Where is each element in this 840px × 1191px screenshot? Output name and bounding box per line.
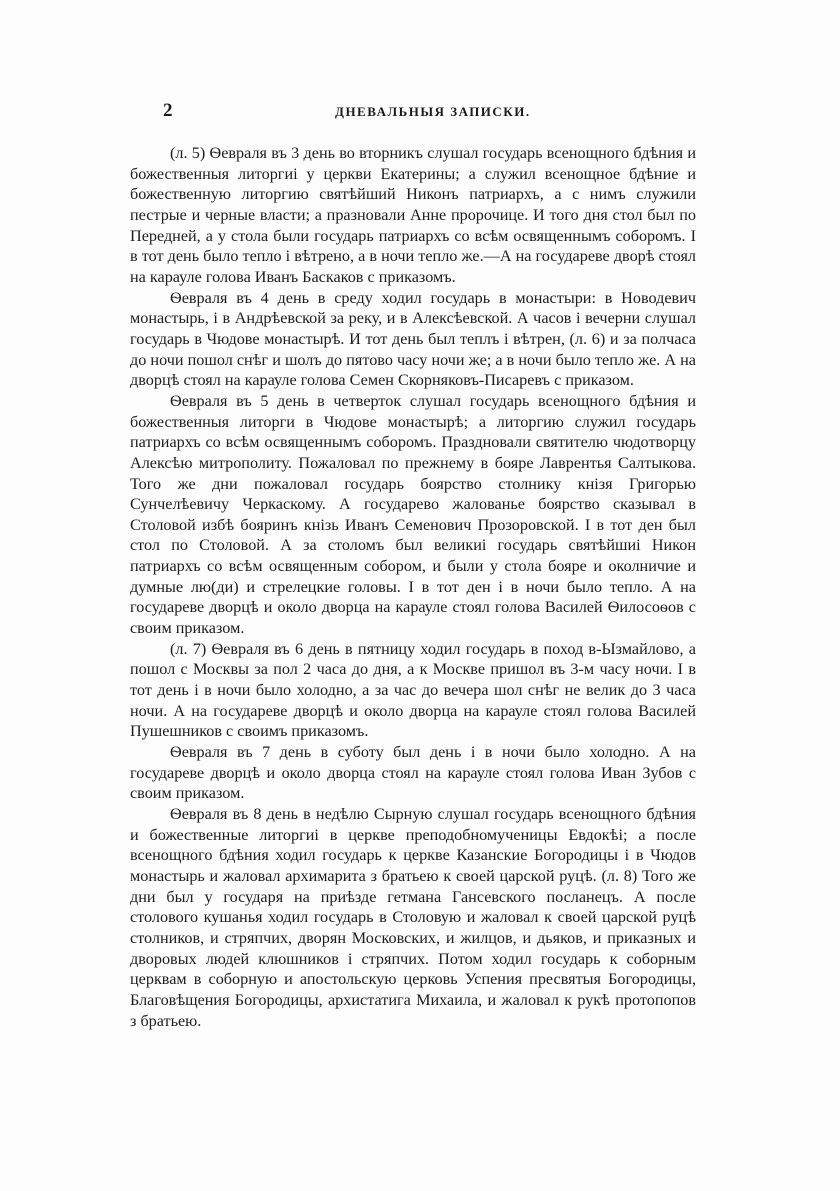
- running-title: ДНЕВАЛЬНЫЯ ЗАПИСКИ.: [335, 104, 531, 119]
- page-header: [163, 100, 693, 124]
- paragraph-feb-7: Ѳевраля въ 7 день в суботу был день і в ночи было холодно. А на государеве дворцѣ и около дворца стоял на карауле стоял голова Иван Зубов с своим приказом.: [130, 743, 696, 803]
- page-number: 2: [163, 100, 173, 121]
- paragraph-feb-8: Ѳевраля въ 8 день в недѣлю Сырную слушал государь всенощного бдѣния и божественные литоргиі в церкве преподобномученицы Евдокѣі; а после всенощного бдѣния ходил государь к церкве Казанские Богородицы і в Чюдов монастырь и жаловал архимарита з братьею к своей царской руцѣ. (л. 8) Того же дни был у государя на приѣзде гетмана Гансевского посланецъ. А после столового кушанья ходил государь в Столовую и жаловал к своей царской руцѣ столников, и стряпчих, дворян Московских, и жилцов, и дьяков, и приказных и дворовых людей клюшников і стряпчих. Потом ходил государь к соборным церквам в соборную и апостольскую церковь Успения пресвятыя Богородицы, Благовѣщения Богородицы, архистатига Михаила, и жаловал к рукѣ протопопов з братьею.: [130, 805, 696, 1030]
- paragraph-feb-5: Ѳевраля въ 5 день в четверток слушал государь всенощного бдѣния и божественныя литорги в Чюдове монастырѣ; а литоргию служил государь патриархъ со всѣм освященнымъ соборомъ. Праздновали святителю чюдотворцу Алексѣю митрополиту. Пожаловал по прежнему в бояре Лаврентья Салтыкова. Того же дни пожаловал государь боярство столнику кнізя Григорью Сунчелѣевичу Черкаскому. А государево жалованье боярство сказывал в Столовой избѣ бояринъ кнізь Иванъ Семенович Прозоровской. І в тот ден был стол по Столовой. А за столомъ был великиі государь святѣйшиі Никон патриархъ со всѣм освященным собором, и были у стола бояре и околничие и думные лю(ди) и стрелецкие головы. І в тот ден і в ночи было тепло. А на государеве дворцѣ и около дворца на карауле стоял голова Василей Ѳилосоѳов с своим приказом.: [130, 391, 696, 638]
- paragraph-feb-4: Ѳевраля въ 4 день в среду ходил государь в монастыри: в Новодевич монастырь, і в Андрѣевской за реку, и в Алексѣевской. А часов і вечерни слушал государь в Чюдове монастырѣ. И тот день был теплъ і вѣтрен, (л. 6) и за полчаса до ночи пошол снѣг и шолъ до пятово часу ночи же; а в ночи было тепло же. А на дворцѣ стоял на карауле голова Семен Скорняковъ-Писаревъ с приказом.: [130, 288, 696, 390]
- body-text: [130, 143, 696, 1031]
- paragraph-feb-3: (л. 5) Ѳевраля въ 3 день во вторникъ слушал государь всенощного бдѣния и божественныя литоргиі у церкви Екатерины; а служил всенощное бдѣние и божественную литоргию святѣйший Никонъ патриархъ, а с нимъ служили пестрые и черные власти; а празновали Анне пророчице. И того дня стол был по Передней, а у стола были государь патриархъ со всѣм освященнымъ соборомъ. І в тот день было тепло і вѣтрено, а в ночи тепло же.—А на государеве дворѣ стоял на карауле голова Иванъ Баскаков с приказомъ.: [130, 144, 696, 286]
- paragraph-feb-6: (л. 7) Ѳевраля въ 6 день в пятницу ходил государь в поход в-Ызмайлово, а пошол с Москвы за пол 2 часа до дня, а к Москве пришол въ 3-м часу ночи. І в тот день і в ночи было холодно, а за час до вечера шол снѣг не велик до 3 часа ночи. А на государеве дворцѣ и около дворца на карауле стоял голова Василей Пушешников с своимъ приказомъ.: [130, 639, 696, 741]
